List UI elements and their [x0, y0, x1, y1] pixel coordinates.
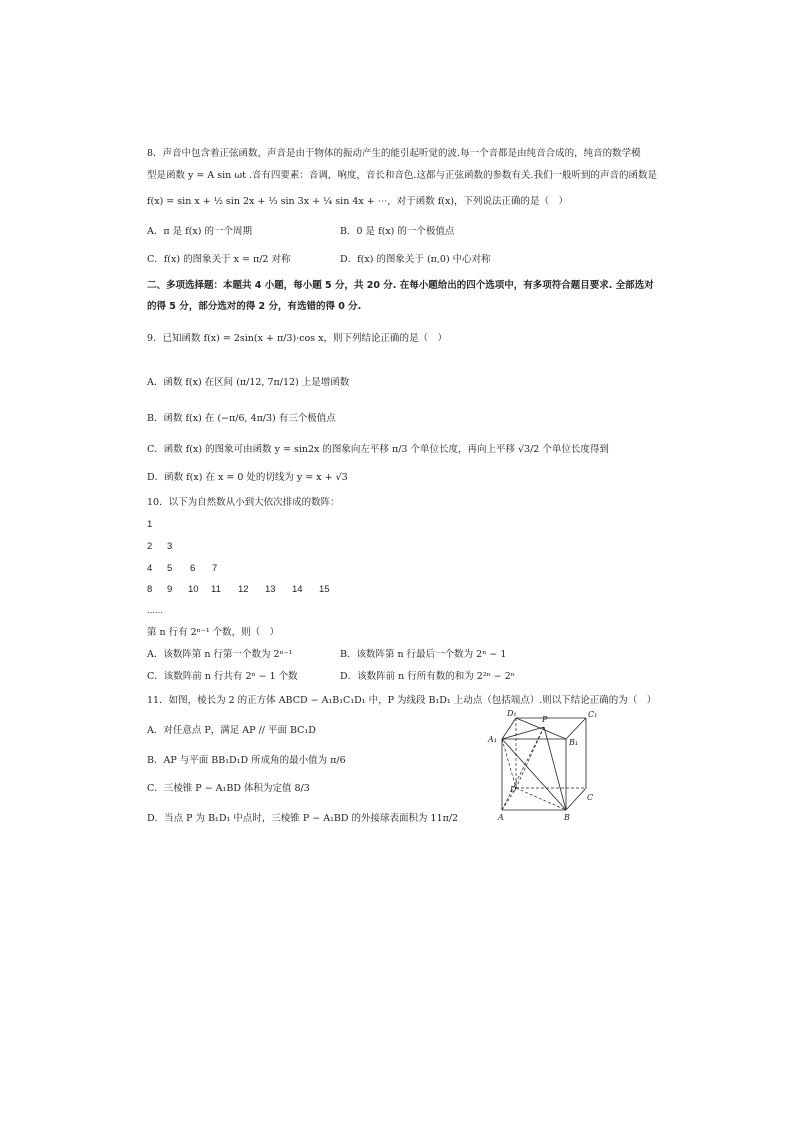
q8-option-c: C．f(x) 的图象关于 x = π/2 对称 — [147, 254, 291, 265]
q9-option-a: A．函数 f(x) 在区间 (π/12, 7π/12) 上是增函数 — [147, 377, 350, 388]
q10-option-c: C．该数阵前 n 行共有 2ⁿ − 1 个数 — [147, 671, 298, 682]
section-2-instructions-line-1: 二、多项选择题：本题共 4 小题，每小题 5 分，共 20 分. 在每小题给出的四个选项中，有多项符合题目要求. 全部选对 — [147, 280, 654, 291]
q11-option-b: B．AP 与平面 BB₁D₁D 所成角的最小值为 π/6 — [147, 755, 346, 766]
array-cell: 7 — [212, 563, 218, 574]
array-cell: 6 — [190, 563, 196, 574]
q11-option-c: C．三棱锥 P − A₁BD 体积为定值 8/3 — [147, 783, 310, 794]
section-2-instructions-line-2: 的得 5 分，部分选对的得 2 分，有选错的得 0 分. — [147, 301, 362, 312]
q11-stem: 11．如图，棱长为 2 的正方体 ABCD − A₁B₁C₁D₁ 中，P 为线段 B₁D₁ 上动点（包括端点）.则以下结论正确的为（ ） — [147, 695, 657, 706]
array-cell: 5 — [167, 563, 173, 574]
q10-option-b: B．该数阵第 n 行最后一个数为 2ⁿ − 1 — [340, 649, 507, 660]
array-cell: 1 — [147, 519, 153, 530]
q10-stem: 10．以下为自然数从小到大依次排成的数阵： — [147, 497, 340, 508]
array-cell: 15 — [319, 584, 330, 595]
cube-figure — [486, 708, 606, 826]
array-cell: 2 — [147, 541, 153, 552]
q8-option-d: D．f(x) 的图象关于 (π,0) 中心对称 — [340, 254, 491, 265]
q8-stem-line-2: 型是函数 y = A sin ωt .音有四要素：音调，响度，音长和音色.这都与正弦函数的参数有关.我们一般听到的声音的函数是 — [147, 170, 657, 181]
array-cell: 10 — [188, 584, 199, 595]
label-c1: C₁ — [588, 710, 598, 719]
q10-option-a: A．该数阵第 n 行第一个数为 2ⁿ⁻¹ — [147, 649, 293, 660]
edge-b1c1 — [566, 718, 586, 739]
hidden-segment-pd — [516, 727, 544, 788]
q8-option-a: A．π 是 f(x) 的一个周期 — [147, 226, 252, 237]
label-a1: A₁ — [488, 735, 497, 744]
hidden-segment-pa — [502, 727, 544, 810]
array-cell: 11 — [211, 584, 221, 595]
q8-stem-line-1: 8．声音中包含着正弦函数，声音是由于物体的振动产生的能引起听觉的波.每一个音都是由纯音合成的，纯音的数学模 — [147, 148, 641, 159]
q10-condition: 第 n 行有 2ⁿ⁻¹ 个数，则（ ） — [147, 627, 280, 638]
label-a: A — [498, 813, 504, 822]
segment-d1b1 — [516, 718, 566, 739]
q8-option-b: B．0 是 f(x) 的一个极值点 — [340, 226, 455, 237]
array-cell: 14 — [292, 584, 303, 595]
label-p: P — [542, 715, 548, 724]
q11-option-a: A．对任意点 P，满足 AP // 平面 BC₁D — [147, 725, 316, 736]
q9-option-b: B．函数 f(x) 在 (−π/6, 4π/3) 有三个极值点 — [147, 413, 336, 424]
q9-option-d: D．函数 f(x) 在 x = 0 处的切线为 y = x + √3 — [147, 472, 348, 483]
segment-a1p — [502, 727, 544, 739]
q10-option-d: D．该数阵前 n 行所有数的和为 2²ⁿ − 2ⁿ — [340, 671, 515, 682]
hidden-segment-db — [516, 788, 566, 810]
array-cell: 4 — [147, 563, 153, 574]
q9-option-c: C．函数 f(x) 的图象可由函数 y = sin2x 的图象向左平移 π/3 个单位长度，再向上平移 √3/2 个单位长度得到 — [147, 444, 609, 455]
q9-stem: 9．已知函数 f(x) = 2sin(x + π/3)·cos x，则下列结论正确的是（ ） — [147, 333, 447, 344]
q11-option-d: D．当点 P 为 B₁D₁ 中点时，三棱锥 P − A₁BD 的外接球表面积为 11π/2 — [147, 813, 459, 824]
label-c: C — [587, 793, 594, 802]
label-b: B — [564, 813, 570, 822]
label-d1: D₁ — [507, 709, 517, 718]
array-ellipsis: …… — [147, 606, 163, 615]
array-cell: 9 — [167, 584, 173, 595]
array-cell: 8 — [147, 584, 153, 595]
array-cell: 13 — [265, 584, 276, 595]
edge-bc — [566, 788, 586, 810]
array-cell: 3 — [167, 541, 173, 552]
label-b1: B₁ — [569, 738, 579, 747]
label-d: D — [510, 785, 517, 794]
array-cell: 12 — [238, 584, 249, 595]
q8-stem-line-3: f(x) = sin x + ½ sin 2x + ⅓ sin 3x + ¼ sin 4x + ⋯，对于函数 f(x)，下列说法正确的是（ ） — [147, 196, 569, 207]
